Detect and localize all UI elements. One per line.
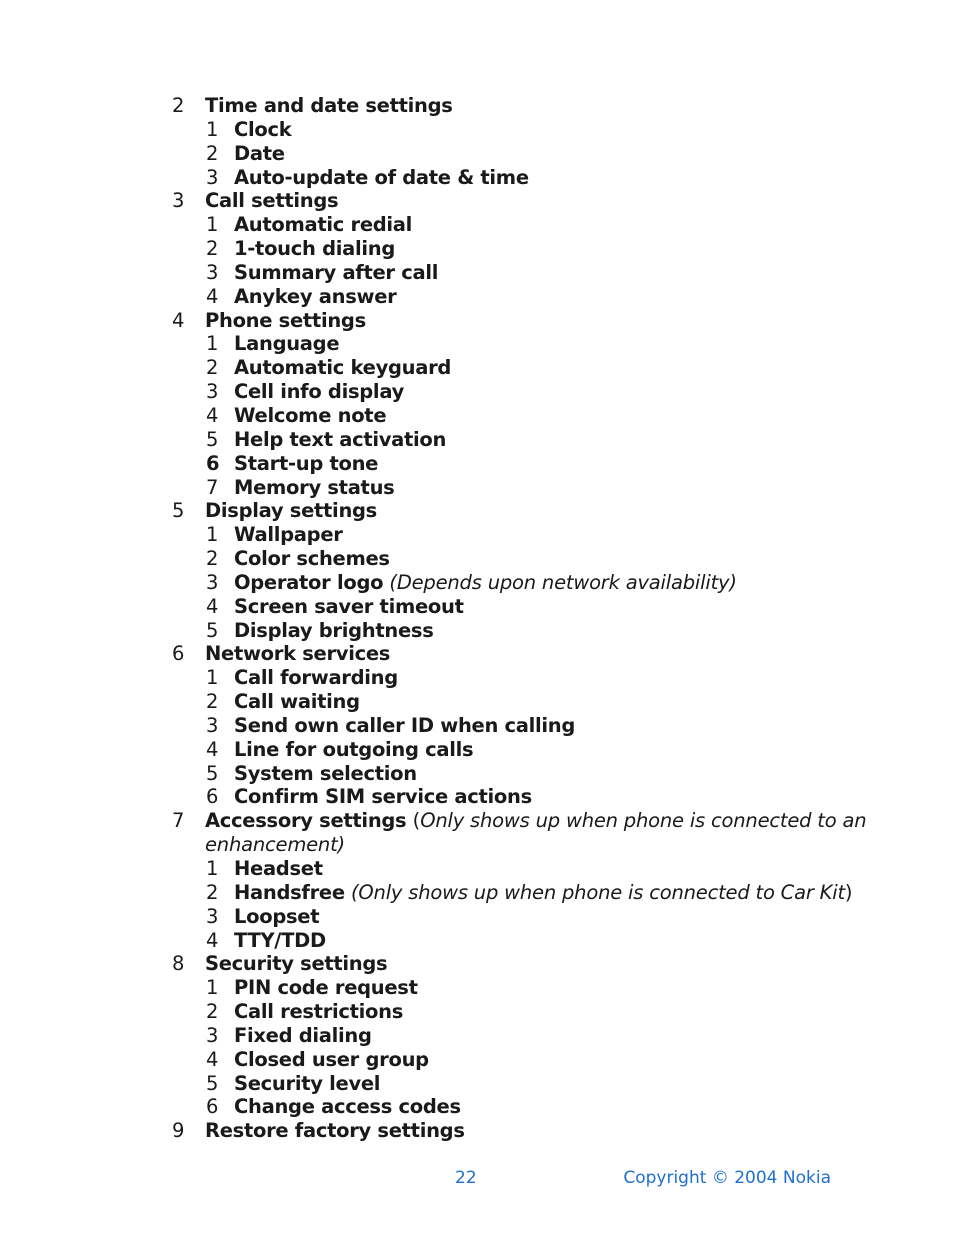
menu-section xyxy=(0,499,954,523)
item-label: Security settings xyxy=(205,952,388,976)
menu-subitem xyxy=(0,523,954,547)
menu-subitem xyxy=(0,332,954,356)
item-label: Date xyxy=(234,141,285,165)
item-label: TTY/TDD xyxy=(234,928,326,952)
item-text xyxy=(234,452,378,476)
item-label: Auto-update of date & time xyxy=(234,165,529,189)
item-text xyxy=(234,1024,372,1048)
open-paren: ( xyxy=(412,809,421,833)
item-text xyxy=(205,94,453,118)
item-text xyxy=(234,666,398,690)
menu-subitem xyxy=(0,595,954,619)
item-number: 1 xyxy=(206,117,219,141)
item-number: 4 xyxy=(172,308,185,332)
menu-subitem xyxy=(0,380,954,404)
menu-section xyxy=(0,952,954,976)
item-text xyxy=(205,642,390,666)
item-text xyxy=(234,213,412,237)
item-text xyxy=(234,738,473,762)
item-number: 7 xyxy=(172,809,185,833)
item-text xyxy=(234,905,319,929)
item-number: 2 xyxy=(206,356,219,380)
item-number: 1 xyxy=(206,213,219,237)
item-text xyxy=(234,714,575,738)
menu-subitem xyxy=(0,1024,954,1048)
item-text xyxy=(234,356,451,380)
item-number: 3 xyxy=(206,570,219,594)
menu-subitem xyxy=(0,1072,954,1096)
item-number: 3 xyxy=(206,165,219,189)
item-number: 2 xyxy=(206,237,219,261)
menu-subitem xyxy=(0,452,954,476)
item-label: Line for outgoing calls xyxy=(234,737,474,761)
item-number: 1 xyxy=(206,976,219,1000)
item-label: Closed user group xyxy=(234,1047,429,1071)
item-label: Fixed dialing xyxy=(234,1023,372,1047)
item-number: 2 xyxy=(172,94,185,117)
item-text xyxy=(205,952,387,976)
item-label: Welcome note xyxy=(234,403,387,427)
menu-subitem xyxy=(0,1048,954,1072)
menu-subitem xyxy=(0,404,954,428)
menu-subitem xyxy=(0,261,954,285)
item-number: 4 xyxy=(206,1047,219,1071)
item-number: 4 xyxy=(206,737,219,761)
item-number: 7 xyxy=(206,475,219,499)
item-text xyxy=(205,809,866,833)
page-number: 22 xyxy=(455,1168,477,1188)
item-label: Display settings xyxy=(205,499,377,523)
menu-subitem xyxy=(0,785,954,809)
item-text xyxy=(205,309,366,333)
copyright-notice: Copyright © 2004 Nokia xyxy=(623,1168,831,1188)
menu-subitem xyxy=(0,690,954,714)
menu-section xyxy=(0,1119,954,1143)
item-number: 4 xyxy=(206,928,219,952)
item-text xyxy=(205,1119,465,1143)
menu-subitem xyxy=(0,714,954,738)
item-number: 2 xyxy=(206,690,219,714)
menu-subitem xyxy=(0,976,954,1000)
item-label: Restore factory settings xyxy=(205,1119,465,1143)
item-text xyxy=(234,762,417,786)
item-label: Summary after call xyxy=(234,260,439,284)
item-text xyxy=(205,833,345,857)
item-number: 1 xyxy=(206,857,219,880)
menu-subitem xyxy=(0,1095,954,1119)
item-label: Loopset xyxy=(234,904,320,928)
item-label: Time and date settings xyxy=(205,94,453,117)
menu-subitem xyxy=(0,285,954,309)
item-number: 9 xyxy=(172,1119,185,1143)
menu-subitem xyxy=(0,666,954,690)
item-label: PIN code request xyxy=(234,976,418,1000)
item-text xyxy=(234,619,434,643)
item-text xyxy=(234,690,360,714)
menu-section xyxy=(0,94,954,118)
item-label: Display brightness xyxy=(234,618,434,642)
item-note: Only shows up when phone is connected to an xyxy=(420,809,867,833)
item-number: 3 xyxy=(206,713,219,737)
menu-section-note-continued xyxy=(0,833,954,857)
item-text xyxy=(234,166,529,190)
item-label: Language xyxy=(234,332,340,356)
item-number: 5 xyxy=(206,761,219,785)
item-note: enhancement) xyxy=(205,833,345,857)
item-label: Operator logo xyxy=(234,570,384,594)
item-label: Confirm SIM service actions xyxy=(234,785,532,809)
item-number: 2 xyxy=(206,547,219,571)
item-label: Accessory settings xyxy=(205,809,407,833)
item-label: Clock xyxy=(234,117,292,141)
item-label: Start-up tone xyxy=(234,451,379,475)
item-label: Headset xyxy=(234,857,323,880)
item-label: 1-touch dialing xyxy=(234,237,396,261)
item-text xyxy=(234,547,390,571)
item-text xyxy=(205,499,377,523)
item-label: Handsfree xyxy=(234,880,345,904)
menu-subitem xyxy=(0,142,954,166)
item-label: Memory status xyxy=(234,475,395,499)
item-number: 1 xyxy=(206,666,219,690)
item-label: Cell info display xyxy=(234,380,404,404)
menu-subitem xyxy=(0,905,954,929)
item-text xyxy=(234,285,396,309)
item-label: Anykey answer xyxy=(234,284,397,308)
item-number: 3 xyxy=(206,1023,219,1047)
item-text xyxy=(234,929,326,953)
menu-subitem xyxy=(0,881,954,905)
item-number: 6 xyxy=(206,451,220,475)
menu-outline xyxy=(0,94,954,1143)
item-label: Wallpaper xyxy=(234,523,343,547)
menu-subitem xyxy=(0,857,954,881)
item-text xyxy=(234,118,291,142)
item-text xyxy=(234,1072,380,1096)
item-label: System selection xyxy=(234,761,417,785)
close-paren: ) xyxy=(844,880,853,904)
item-text xyxy=(234,595,464,619)
item-label: Call waiting xyxy=(234,690,360,714)
item-text xyxy=(234,976,418,1000)
menu-subitem xyxy=(0,547,954,571)
menu-subitem xyxy=(0,356,954,380)
item-number: 3 xyxy=(172,189,185,213)
item-number: 4 xyxy=(206,403,219,427)
item-text xyxy=(234,523,343,547)
menu-subitem xyxy=(0,1000,954,1024)
item-number: 8 xyxy=(172,952,185,976)
item-number: 1 xyxy=(206,332,219,356)
item-number: 6 xyxy=(206,1095,219,1119)
item-text xyxy=(234,428,446,452)
item-number: 4 xyxy=(206,594,219,618)
item-label: Automatic redial xyxy=(234,213,413,237)
menu-subitem xyxy=(0,762,954,786)
item-number: 6 xyxy=(206,785,219,809)
menu-subitem xyxy=(0,571,954,595)
item-text xyxy=(234,237,395,261)
item-number: 2 xyxy=(206,880,219,904)
item-number: 3 xyxy=(206,260,219,284)
item-text xyxy=(234,857,323,881)
item-number: 5 xyxy=(206,427,219,451)
item-label: Screen saver timeout xyxy=(234,594,464,618)
item-number: 5 xyxy=(206,618,219,642)
item-text xyxy=(234,476,394,500)
menu-subitem xyxy=(0,619,954,643)
item-number: 3 xyxy=(206,380,219,404)
item-text xyxy=(234,142,285,166)
item-number: 5 xyxy=(206,1071,219,1095)
item-number: 1 xyxy=(206,523,219,547)
menu-subitem xyxy=(0,929,954,953)
item-note: (Only shows up when phone is connected to Car Kit xyxy=(350,880,845,904)
item-label: Network services xyxy=(205,642,391,666)
page-footer xyxy=(0,1168,954,1192)
item-text xyxy=(234,785,532,809)
item-label: Call forwarding xyxy=(234,666,398,690)
item-note: (Depends upon network availability) xyxy=(389,570,737,594)
item-text xyxy=(234,380,404,404)
item-number: 3 xyxy=(206,904,219,928)
item-text xyxy=(234,1048,429,1072)
menu-subitem xyxy=(0,166,954,190)
item-text xyxy=(234,881,853,905)
menu-subitem xyxy=(0,476,954,500)
item-label: Security level xyxy=(234,1071,381,1095)
menu-section xyxy=(0,309,954,333)
item-text xyxy=(234,404,386,428)
item-text xyxy=(234,571,737,595)
item-number: 4 xyxy=(206,284,219,308)
item-text xyxy=(205,189,338,213)
item-label: Send own caller ID when calling xyxy=(234,713,576,737)
item-text xyxy=(234,1000,403,1024)
item-label: Automatic keyguard xyxy=(234,356,452,380)
menu-section xyxy=(0,642,954,666)
item-label: Phone settings xyxy=(205,308,366,332)
item-label: Call settings xyxy=(205,189,339,213)
item-text xyxy=(234,1095,461,1119)
menu-subitem xyxy=(0,118,954,142)
item-number: 5 xyxy=(172,499,185,523)
item-text xyxy=(234,261,438,285)
menu-subitem xyxy=(0,213,954,237)
menu-section xyxy=(0,809,954,833)
item-label: Call restrictions xyxy=(234,1000,404,1024)
menu-section xyxy=(0,189,954,213)
item-number: 2 xyxy=(206,141,219,165)
menu-subitem xyxy=(0,428,954,452)
item-label: Change access codes xyxy=(234,1095,461,1119)
item-number: 2 xyxy=(206,1000,219,1024)
menu-subitem xyxy=(0,237,954,261)
item-label: Color schemes xyxy=(234,547,390,571)
item-label: Help text activation xyxy=(234,427,447,451)
menu-subitem xyxy=(0,738,954,762)
item-text xyxy=(234,332,339,356)
item-number: 6 xyxy=(172,642,185,666)
